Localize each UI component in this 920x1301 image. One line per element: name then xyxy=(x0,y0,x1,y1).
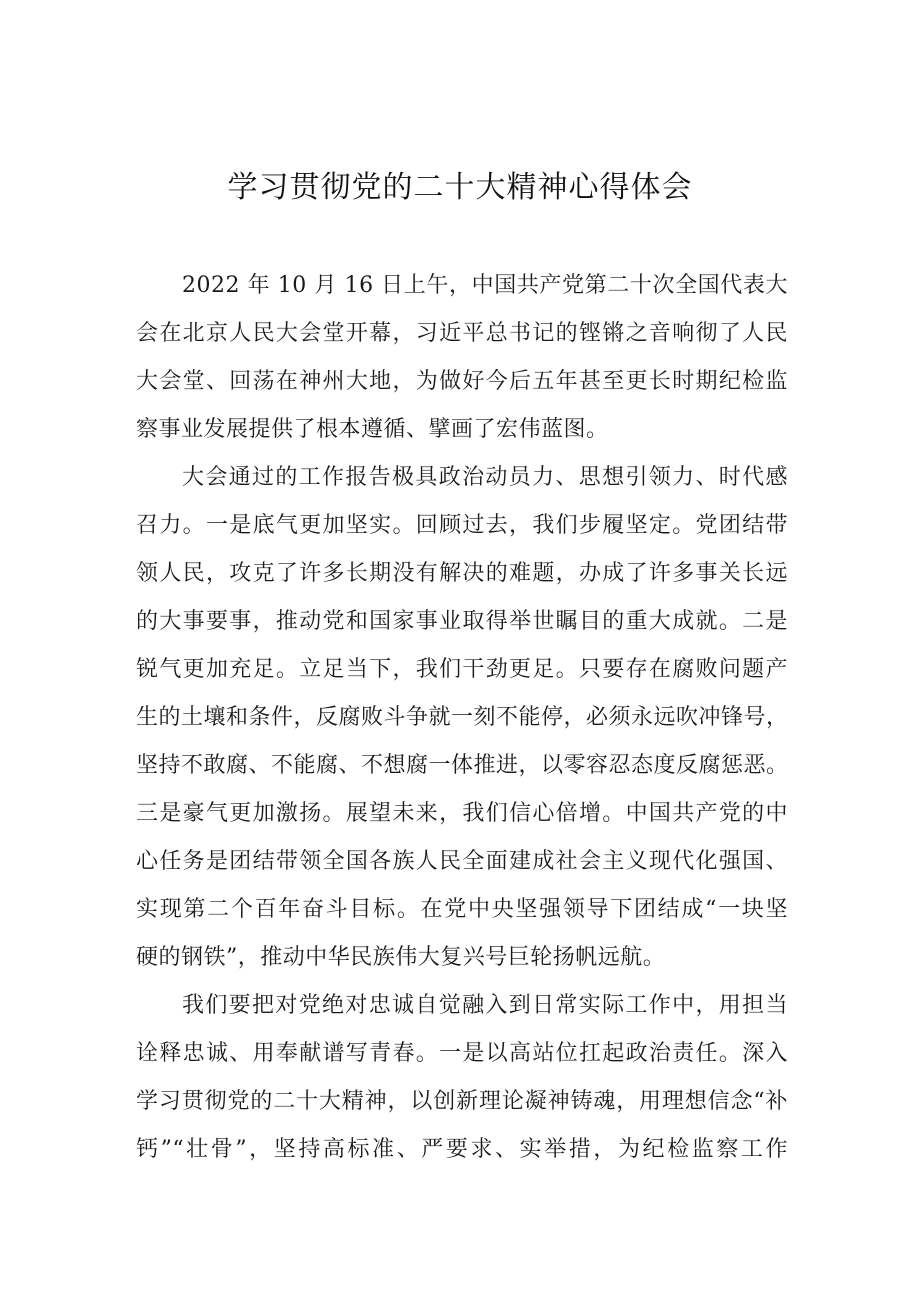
paragraph-2-line-2: 召力。一是底气更加坚实。回顾过去，我们步履坚定。党团结带 xyxy=(136,513,788,538)
paragraph-2-line-8: 三是豪气更加激扬。展望未来，我们信心倍增。中国共产党的中 xyxy=(136,801,788,826)
paragraph-2-line-9: 心任务是团结带领全国各族人民全面建成社会主义现代化强国、 xyxy=(136,849,788,874)
document-title: 学习贯彻党的二十大精神心得体会 xyxy=(227,170,693,205)
paragraph-1-line-4: 察事业发展提供了根本遵循、擘画了宏伟蓝图。 xyxy=(136,417,609,442)
paragraph-3-line-1: 我们要把对党绝对忠诚自觉融入到日常实际工作中，用担当 xyxy=(182,993,788,1018)
paragraph-3-line-4: 钙”“壮骨”，坚持高标准、严要求、实举措，为纪检监察工作 xyxy=(136,1137,788,1162)
paragraph-2-line-4: 的大事要事，推动党和国家事业取得举世瞩目的重大成就。二是 xyxy=(136,609,788,634)
paragraph-2-line-1: 大会通过的工作报告极具政治动员力、思想引领力、时代感 xyxy=(182,465,788,490)
paragraph-2-line-10: 实现第二个百年奋斗目标。在党中央坚强领导下团结成“一块坚 xyxy=(136,897,788,922)
paragraph-1-line-2: 会在北京人民大会堂开幕，习近平总书记的铿锵之音响彻了人民 xyxy=(136,321,788,346)
paragraph-2-line-11: 硬的钢铁”，推动中华民族伟大复兴号巨轮扬帆远航。 xyxy=(136,945,666,970)
paragraph-1-line-3: 大会堂、回荡在神州大地，为做好今后五年甚至更长时期纪检监 xyxy=(136,369,788,394)
paragraph-1-line-1: 2022 年 10 月 16 日上午，中国共产党第二十次全国代表大 xyxy=(182,273,788,298)
paragraph-2-line-7: 坚持不敢腐、不能腐、不想腐一体推进，以零容忍态度反腐惩恶。 xyxy=(136,753,789,778)
paragraph-2-line-5: 锐气更加充足。立足当下，我们干劲更足。只要存在腐败问题产 xyxy=(136,657,788,682)
paragraph-2-line-3: 领人民，攻克了许多长期没有解决的难题，办成了许多事关长远 xyxy=(136,561,788,586)
document-body xyxy=(136,262,788,1174)
paragraph-2-line-6: 生的土壤和条件，反腐败斗争就一刻不能停，必须永远吹冲锋号， xyxy=(136,705,789,730)
paragraph-3-line-3: 学习贯彻党的二十大精神，以创新理论凝神铸魂，用理想信念“补 xyxy=(136,1089,788,1114)
paragraph-3-line-2: 诠释忠诚、用奉献谱写青春。一是以高站位扛起政治责任。深入 xyxy=(136,1041,788,1066)
